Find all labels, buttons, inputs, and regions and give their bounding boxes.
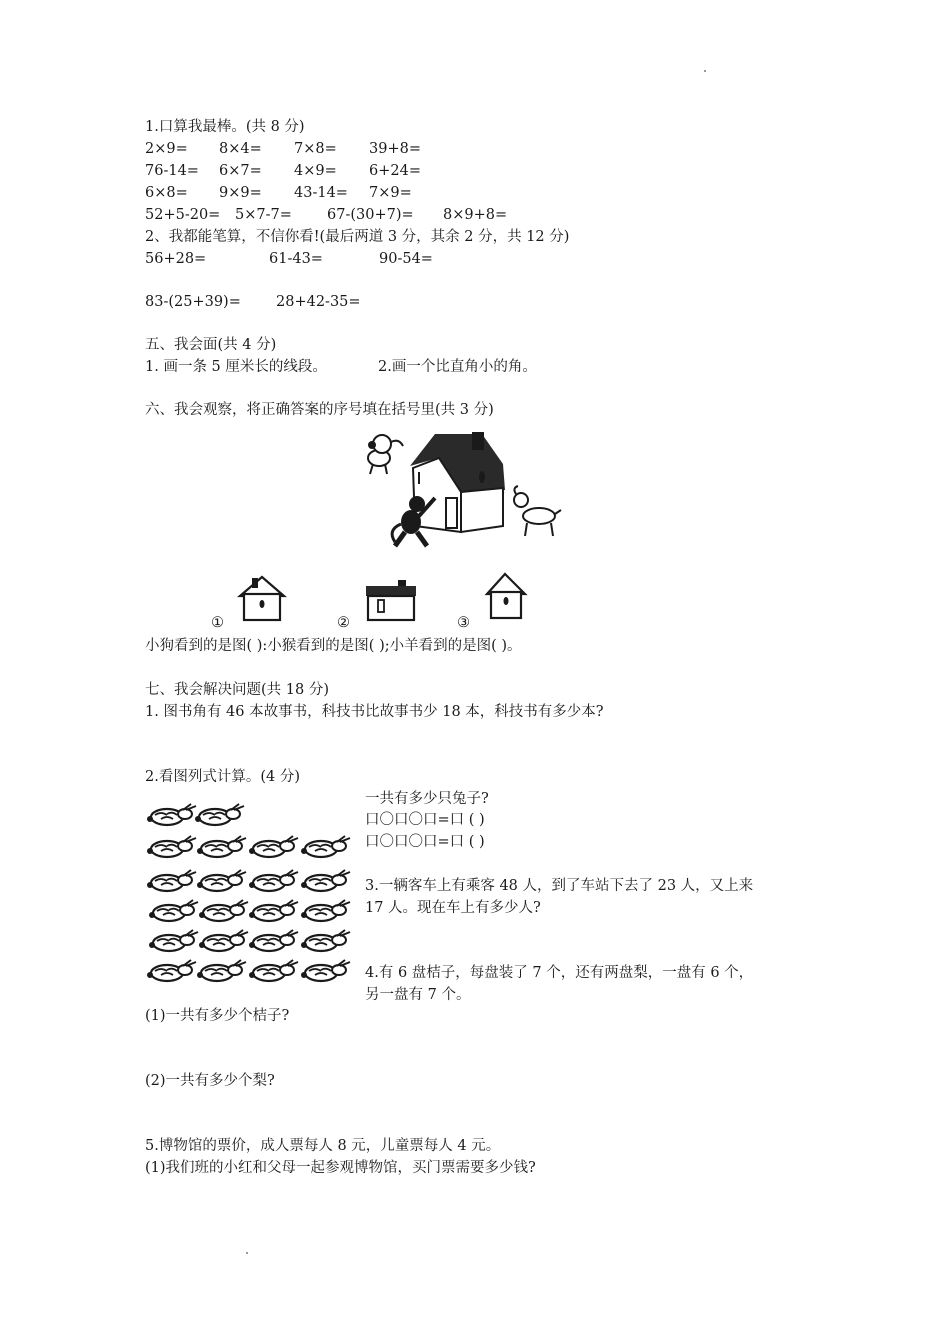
problem-4-line-1: 4.有 6 盘桔子，每盘装了 7 个，还有两盘梨，一盘有 6 个， — [365, 965, 754, 981]
house-back-view-drawing — [483, 570, 529, 622]
scan-speck — [704, 70, 706, 72]
oral-calc-item: 8×9+8= — [443, 207, 508, 223]
rabbits-illustration — [145, 795, 355, 991]
section-5-q2: 2.画一个比直角小的角。 — [378, 359, 537, 375]
oral-calc-item: 6×7= — [219, 163, 262, 179]
section-5-title: 五、我会面(共 4 分) — [145, 337, 277, 353]
oral-calc-item: 76-14= — [145, 163, 199, 179]
section-5-q1: 1. 画一条 5 厘米长的线段。 — [145, 359, 327, 375]
observation-answer-line: 小狗看到的是图( ):小猴看到的是图( );小羊看到的是图( )。 — [145, 638, 522, 654]
written-calc-title: 2、我都能笔算，不信你看!(最后两道 3 分，其余 2 分，共 12 分) — [145, 229, 570, 245]
option-1-label: ① — [211, 615, 224, 631]
observation-scene-illustration — [355, 428, 565, 556]
problem-4-sub-1: (1)一共有多少个桔子? — [145, 1008, 290, 1024]
oral-calc-item: 2×9= — [145, 141, 188, 157]
problem-1-text: 1. 图书角有 46 本故事书，科技书比故事书少 18 本，科技书有多少本? — [145, 704, 604, 720]
written-calc-item: 61-43= — [269, 251, 323, 267]
oral-calc-title: 1.口算我最棒。(共 8 分) — [145, 119, 305, 135]
oral-calc-item: 7×8= — [294, 141, 337, 157]
scan-speck — [246, 1252, 248, 1254]
written-calc-item: 56+28= — [145, 251, 207, 267]
problem-3-line-1: 3.一辆客车上有乘客 48 人，到了车站下去了 23 人，又上来 — [365, 878, 754, 894]
problem-4-sub-2: (2)一共有多少个梨? — [145, 1073, 275, 1089]
oral-calc-item: 6×8= — [145, 185, 188, 201]
oral-calc-item: 6+24= — [369, 163, 421, 179]
section-6-title: 六、我会观察，将正确答案的序号填在括号里(共 3 分) — [145, 402, 494, 418]
oral-calc-item: 52+5-20= — [145, 207, 221, 223]
oral-calc-item: 5×7-7= — [235, 207, 292, 223]
written-calc-item: 90-54= — [379, 251, 433, 267]
problem-2-formula-line-1: 口〇口〇口=口 ( ) — [365, 812, 485, 828]
oral-calc-item: 7×9= — [369, 185, 412, 201]
problem-2-formula-line-2: 口〇口〇口=口 ( ) — [365, 834, 485, 850]
problem-2-title: 2.看图列式计算。(4 分) — [145, 769, 300, 785]
oral-calc-item: 4×9= — [294, 163, 337, 179]
house-side-view-drawing — [362, 578, 420, 624]
problem-2-question: 一共有多少只兔子? — [365, 791, 489, 807]
written-calc-item: 28+42-35= — [276, 294, 361, 310]
problem-5-sub-1: (1)我们班的小红和父母一起参观博物馆，买门票需要多少钱? — [145, 1160, 536, 1176]
written-calc-item: 83-(25+39)= — [145, 294, 241, 310]
oral-calc-item: 8×4= — [219, 141, 262, 157]
problem-4-line-2: 另一盘有 7 个。 — [365, 987, 471, 1003]
house-front-view-drawing — [236, 574, 288, 624]
problem-5-line-1: 5.博物馆的票价，成人票每人 8 元，儿童票每人 4 元。 — [145, 1138, 501, 1154]
oral-calc-item: 39+8= — [369, 141, 421, 157]
oral-calc-item: 9×9= — [219, 185, 262, 201]
oral-calc-item: 67-(30+7)= — [327, 207, 414, 223]
problem-3-line-2: 17 人。现在车上有多少人? — [365, 900, 541, 916]
oral-calc-item: 43-14= — [294, 185, 348, 201]
section-7-title: 七、我会解决问题(共 18 分) — [145, 682, 329, 698]
option-2-label: ② — [337, 615, 350, 631]
option-3-label: ③ — [457, 615, 470, 631]
